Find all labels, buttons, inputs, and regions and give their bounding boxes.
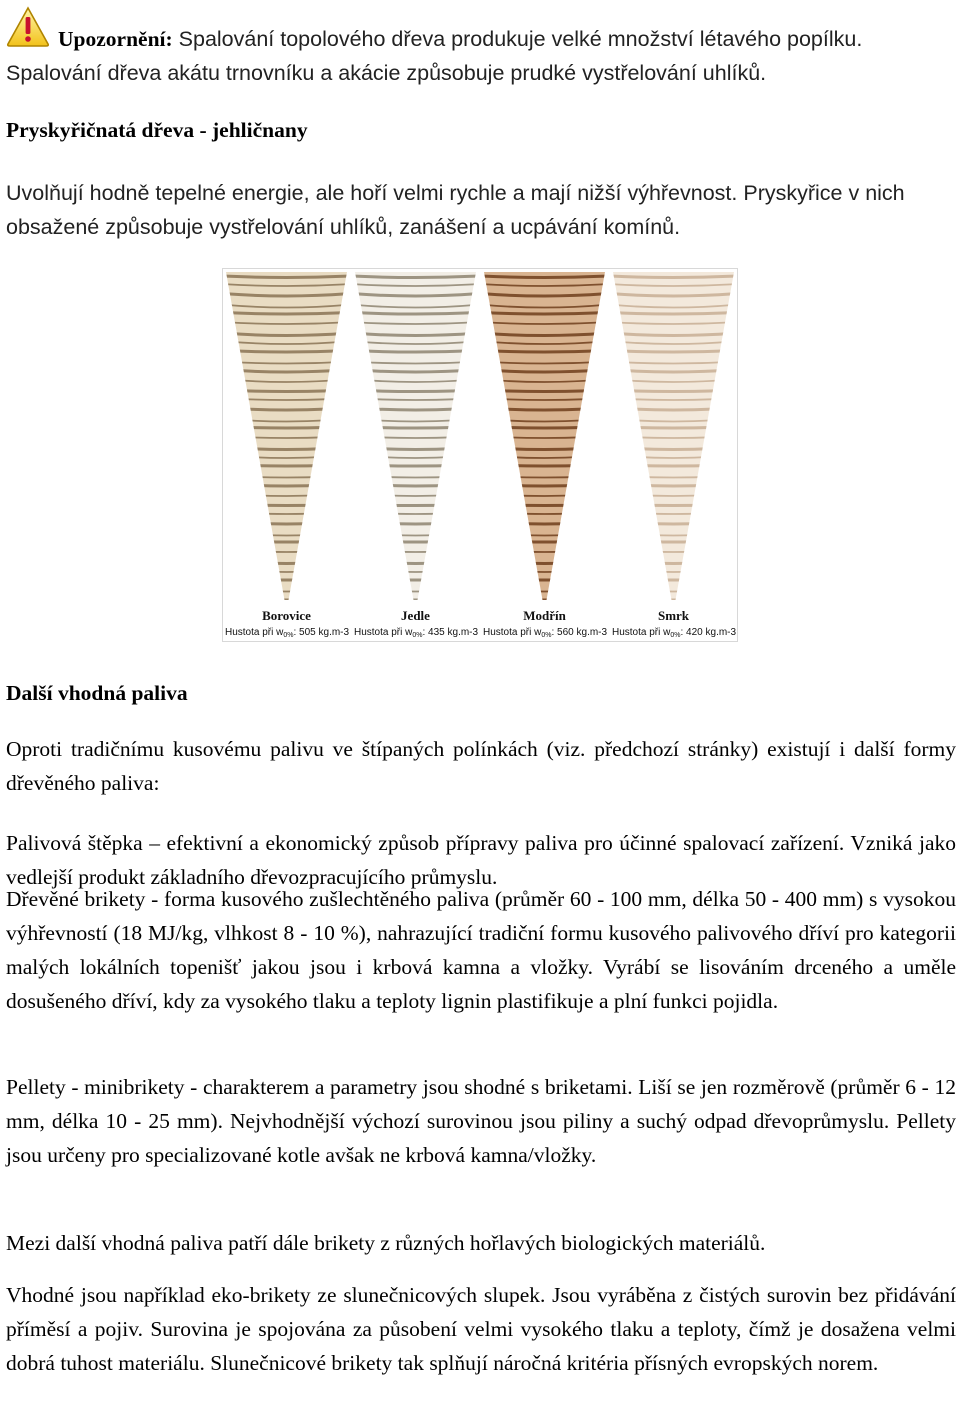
wood-name-label: Modřín: [523, 608, 566, 623]
warning-text-1: Spalování topolového dřeva produkuje velké množství létavého popílku.: [172, 27, 863, 51]
warning-triangle-icon: [6, 6, 50, 48]
other-fuels-intro: Oproti tradičnímu kusovému palivu ve štípaných polínkách (viz. předchozí stránky) existují i další formy dřevěného paliva:: [6, 737, 956, 795]
warning-text-2: Spalování dřeva akátu trnovníku a akácie způsobuje prudké vystřelování uhlíků.: [6, 61, 767, 85]
growth-ring: [222, 276, 351, 278]
warning-line-1: [58, 22, 958, 56]
sunflower-paragraph: Vhodné jsou například eko-brikety ze slunečnicových slupek. Jsou vyráběna z čistých surovin bez přidávání příměsí a pojiv. Surovina je spojována za působení velmi vysokého tlaku a teploty, čímž je dosažena velmi dobrá tuhost materiálu. Slunečnicové brikety tak splňují náročná kritéria přísných evropských norem.: [6, 1283, 956, 1375]
growth-ring: [222, 351, 351, 353]
growth-ring: [351, 313, 480, 315]
wood-samples-image: [222, 268, 738, 642]
growth-ring: [351, 351, 480, 353]
wood-name-label: Smrk: [657, 608, 690, 623]
wood-density-label: Hustota při $w_{0\%}$: 505 kg.m-3: [225, 627, 350, 639]
other-fuels-heading: Další vhodná paliva: [6, 681, 188, 705]
growth-ring: [351, 276, 480, 278]
wood-name-label: Borovice: [262, 608, 311, 623]
wood-name-label: Jedle: [401, 608, 430, 623]
conifers-heading: Pryskyřičnatá dřeva - jehličnany: [6, 118, 308, 142]
growth-ring: [609, 276, 738, 278]
wood-samples-figure: [222, 268, 738, 642]
wood-density-label: Hustota při $w_{0\%}$: 435 kg.m-3: [354, 627, 479, 639]
growth-ring: [480, 313, 609, 315]
growth-ring: [609, 313, 738, 315]
growth-ring: [609, 351, 738, 353]
wood-density-label: Hustota při $w_{0\%}$: 420 kg.m-3: [612, 627, 737, 639]
pellets-paragraph: Pellety - minibrikety - charakterem a parametry jsou shodné s briketami. Liší se jen rozměrově (průměr 6 - 12 mm, délka 10 - 25 mm). Nejvhodnější výchozí surovinou jsou piliny a suchý odpad dřevoprůmyslu. Pellety jsou určeny pro specializované kotle avšak ne krbová kamna/vložky.: [6, 1075, 956, 1167]
briquettes-paragraph: Dřevěné brikety - forma kusového zušlechtěného paliva (průměr 60 - 100 mm, délka 50 - 400 mm) s vysokou výhřevností (18 MJ/kg, vlhkost 8 - 10 %), nahrazující tradiční formu kusového palivového dříví pro kategorii malých lokálních topenišť jakou jsou i krbová kamna a vložky. Vyrábí se lisováním drceného a uměle dosušeného dříví, kdy za vysokého tlaku a teploty lignin plastifikuje a plní funkci pojidla.: [6, 887, 956, 1013]
chips-paragraph: Palivová štěpka – efektivní a ekonomický způsob přípravy paliva pro účinné spalovací zařízení. Vzniká jako vedlejší produkt základního dřevozpracujícího průmyslu.: [6, 831, 956, 889]
other-briquettes-paragraph: Mezi další vhodná paliva patří dále brikety z různých hořlavých biologických materiálů.: [6, 1231, 766, 1255]
growth-ring: [480, 351, 609, 353]
growth-ring: [480, 276, 609, 278]
growth-ring: [222, 313, 351, 315]
wood-density-label: Hustota při $w_{0\%}$: 560 kg.m-3: [483, 627, 608, 639]
conifers-text: Uvolňují hodně tepelné energie, ale hoří velmi rychle a mají nižší výhřevnost. Pryskyřice v nich obsažené způsobuje vystřelování uhlíků, zanášení a ucpávání komínů.: [6, 181, 905, 239]
warning-label: Upozornění:: [58, 27, 173, 51]
